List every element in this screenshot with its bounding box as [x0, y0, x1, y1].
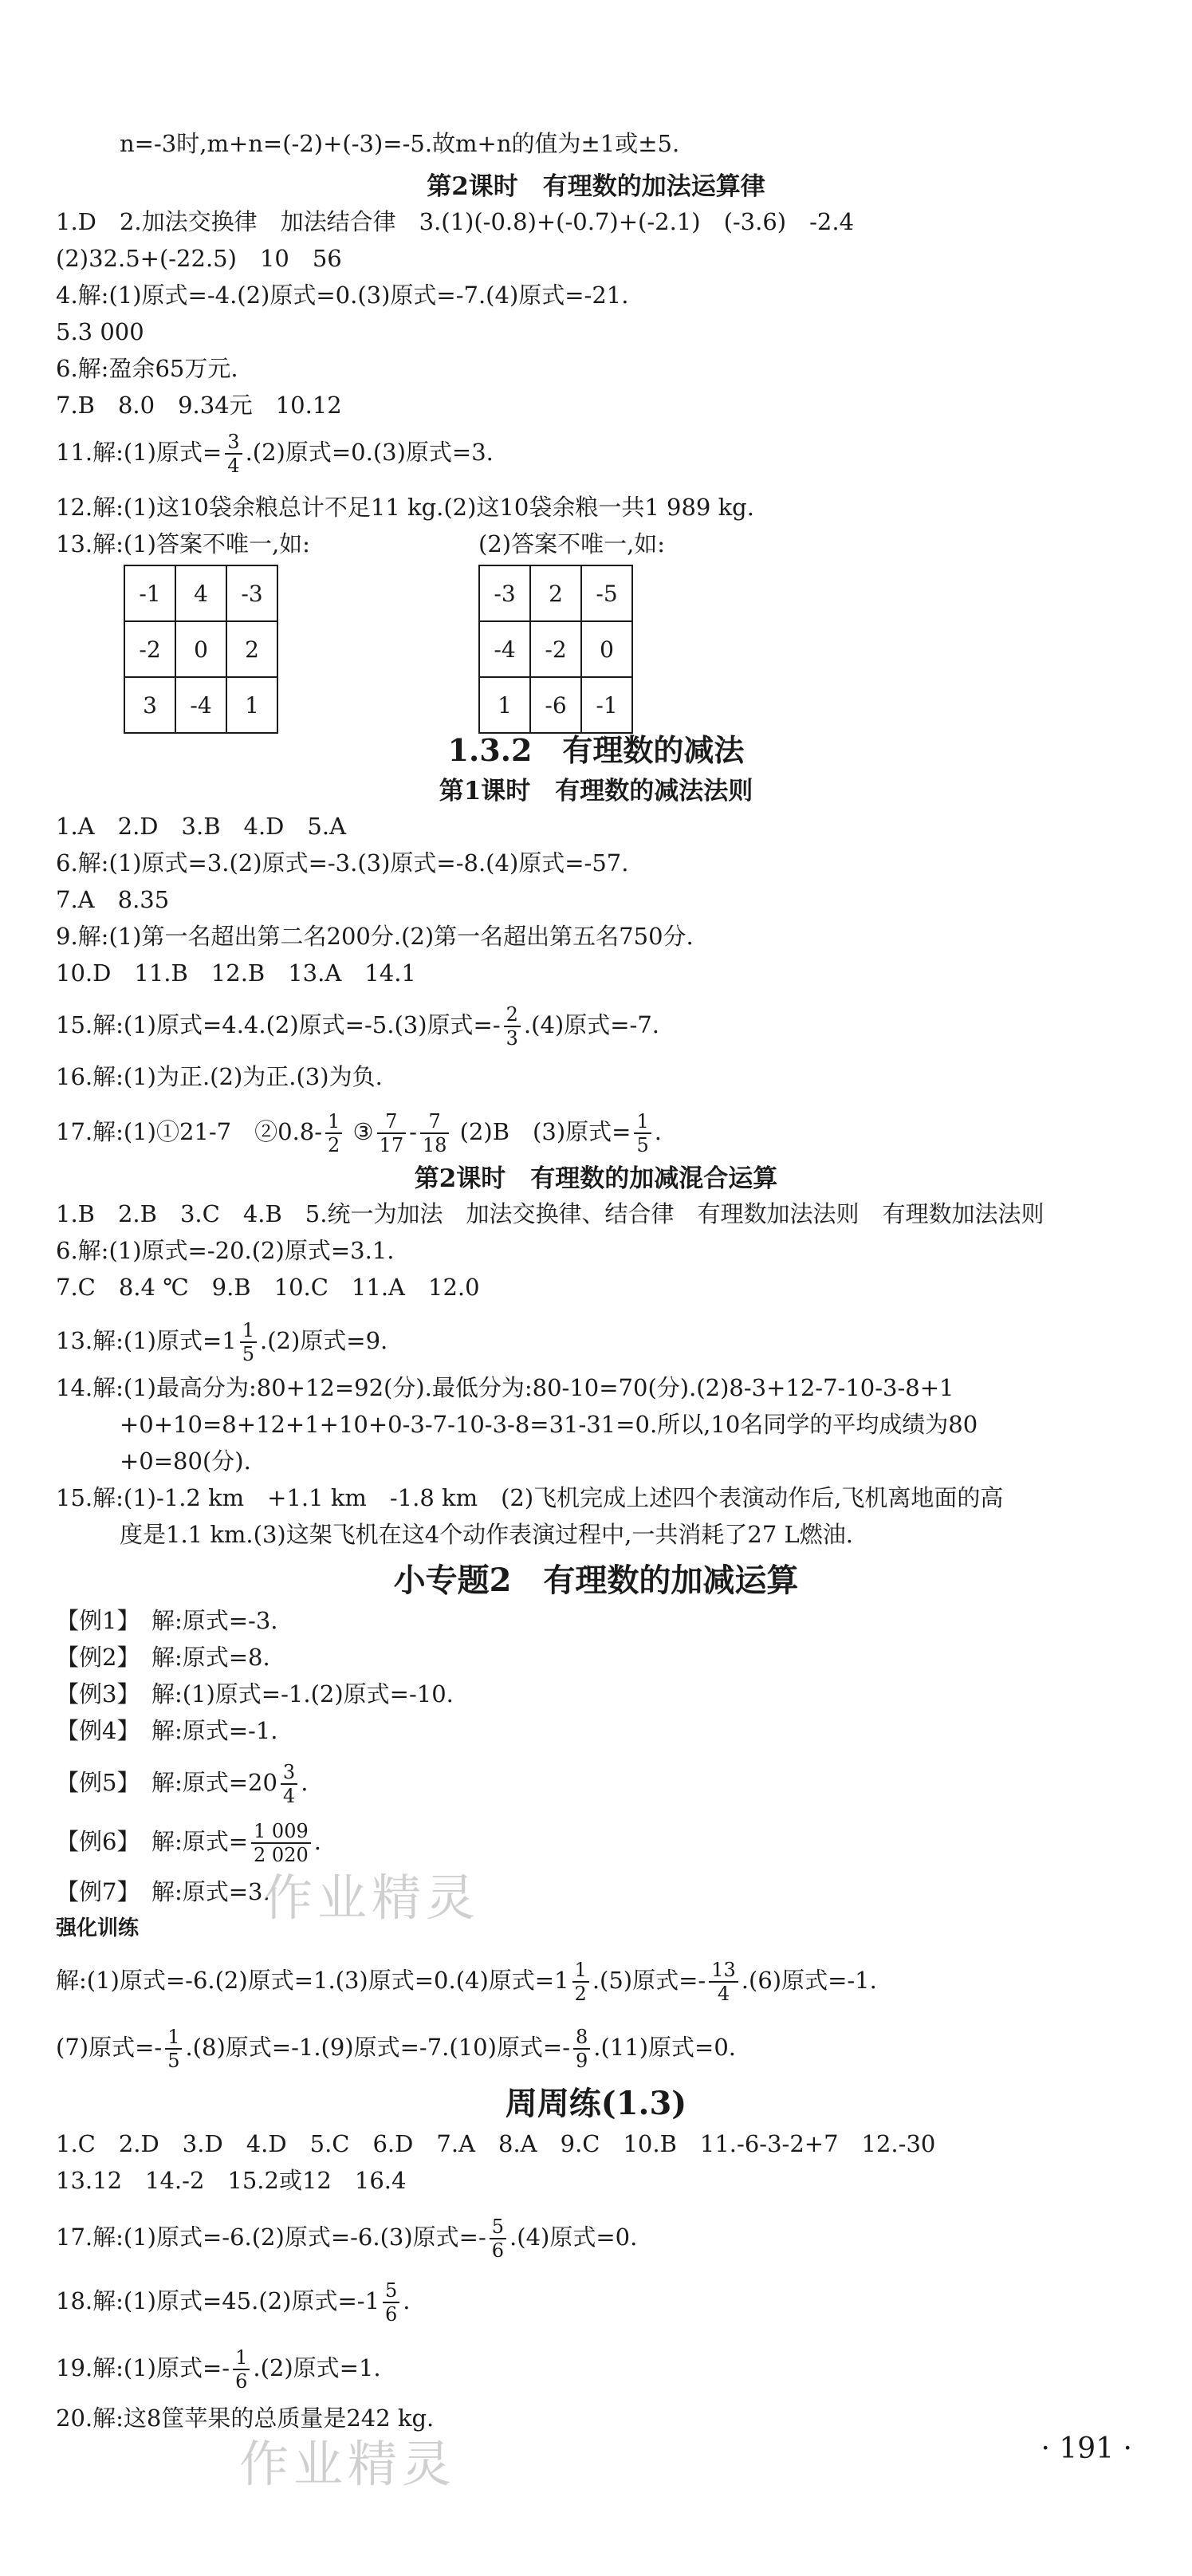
- numerator: 5: [383, 2279, 399, 2303]
- grid-cell: -6: [530, 677, 581, 733]
- text-line: 6.解:(1)原式=3.(2)原式=-3.(3)原式=-8.(4)原式=-57.: [56, 849, 629, 876]
- text-line: +0=80(分).: [120, 1448, 251, 1475]
- grid-cell: 1: [226, 677, 277, 733]
- text-line: 1.D 2.加法交换律 加法结合律 3.(1)(-0.8)+(-0.7)+(-2.1) (-3.6) -2.4: [56, 208, 855, 235]
- text-segment: 15.解:(1)原式=4.4.(2)原式=-5.(3)原式=-: [56, 1011, 501, 1038]
- denominator: 4: [717, 1983, 730, 2005]
- numerator: 1: [325, 1110, 342, 1134]
- text-line: 【例7】 解:原式=3.: [56, 1878, 270, 1905]
- text-line: [56, 2216, 1160, 2262]
- section-title: 周周练(1.3): [505, 2085, 687, 2122]
- numerator: 1: [240, 1319, 257, 1343]
- text-segment: 解:(1)原式=-6.(2)原式=1.(3)原式=0.(4)原式=1: [56, 1967, 569, 1994]
- text-segment: .(11)原式=0.: [593, 2034, 737, 2061]
- denominator: 17: [379, 1134, 404, 1156]
- text-segment: (2)答案不唯一,如:: [478, 530, 666, 557]
- text-line: [56, 2279, 1160, 2326]
- text-segment: 11.解:(1)原式=: [56, 439, 222, 466]
- denominator: 9: [576, 2050, 588, 2072]
- text-line: +0+10=8+12+1+10+0-3-7-10-3-8=31-31=0.所以,10名同学的平均成绩为80: [120, 1411, 978, 1438]
- fraction: [709, 1959, 738, 2005]
- grid-cell: -3: [226, 565, 277, 621]
- numerator: 1: [634, 1110, 651, 1134]
- text-segment: .(5)原式=-: [592, 1967, 706, 1994]
- text-line: 15.解:(1)-1.2 km +1.1 km -1.8 km (2)飞机完成上述四个表演动作后,飞机离地面的高: [56, 1484, 1004, 1511]
- text-segment: .(4)原式=-7.: [523, 1011, 659, 1038]
- magic-square-2: [478, 565, 633, 734]
- grid-cell: 3: [124, 677, 175, 733]
- grid-cell: 1: [479, 677, 530, 733]
- text-line: 7.C 8.4 ℃ 9.B 10.C 11.A 12.0: [56, 1274, 480, 1301]
- text-line: 5.3 000: [56, 318, 144, 345]
- text-line: 6.解:(1)原式=-20.(2)原式=3.1.: [56, 1237, 395, 1264]
- grid-cell: -4: [175, 677, 226, 733]
- denominator: 5: [242, 1343, 254, 1365]
- text-line: 12.解:(1)这10袋余粮总计不足11 kg.(2)这10袋余粮一共1 989 kg.: [56, 494, 754, 521]
- denominator: 5: [636, 1134, 649, 1156]
- text-line: [56, 1003, 1160, 1050]
- grid-cell: 0: [581, 621, 632, 677]
- text-line: 【例2】 解:原式=8.: [56, 1644, 270, 1671]
- numerator: 1 009: [251, 1820, 311, 1844]
- section-heading: 第1课时 有理数的减法法则: [439, 777, 753, 805]
- text-line: 10.D 11.B 12.B 13.A 14.1: [56, 959, 416, 987]
- fraction: [233, 2346, 250, 2393]
- text-line: 【例3】 解:(1)原式=-1.(2)原式=-10.: [56, 1680, 454, 1707]
- fraction: [281, 1761, 297, 1807]
- text-line: 9.解:(1)第一名超出第二名200分.(2)第一名超出第五名750分.: [56, 923, 694, 950]
- fraction: [573, 2026, 590, 2072]
- text-line: 【例1】 解:原式=-3.: [56, 1607, 278, 1634]
- denominator: 3: [506, 1027, 518, 1050]
- text-segment: -: [409, 1118, 417, 1145]
- text-segment: 19.解:(1)原式=-: [56, 2354, 230, 2381]
- numerator: 5: [490, 2216, 506, 2239]
- grid-cell: 0: [175, 621, 226, 677]
- text-segment: .: [403, 2287, 411, 2314]
- text-line: 16.解:(1)为正.(2)为正.(3)为负.: [56, 1063, 383, 1090]
- denominator: 2: [328, 1134, 340, 1156]
- numerator: 1: [165, 2026, 182, 2050]
- watermark: 作业精灵: [239, 2435, 457, 2493]
- numerator: 8: [573, 2026, 590, 2050]
- text-segment: 【例6】 解:原式=: [56, 1828, 249, 1855]
- text-segment: 17.解:(1)①21-7 ②0.8-: [56, 1118, 323, 1145]
- grid-cell: 4: [175, 565, 226, 621]
- text-line: 1.B 2.B 3.C 4.B 5.统一为加法 加法交换律、结合律 有理数加法法则 有理数加法法则: [56, 1200, 1044, 1227]
- magic-square-1: [124, 565, 278, 734]
- fraction: [240, 1319, 257, 1365]
- subsection-label: 强化训练: [56, 1916, 140, 1940]
- text-line: (2)32.5+(-22.5) 10 56: [56, 245, 342, 272]
- text-line: n=-3时,m+n=(-2)+(-3)=-5.故m+n的值为±1或±5.: [120, 130, 680, 157]
- section-heading: 第2课时 有理数的加法运算律: [427, 172, 765, 201]
- text-line: 【例4】 解:原式=-1.: [56, 1717, 278, 1744]
- text-line: 度是1.1 km.(3)这架飞机在这4个动作表演过程中,一共消耗了27 L燃油.: [120, 1521, 853, 1548]
- text-segment: .(2)原式=9.: [260, 1327, 388, 1354]
- fraction: [325, 1110, 342, 1156]
- denominator: 4: [227, 455, 240, 477]
- text-line: [56, 2026, 1160, 2072]
- denominator: 2 020: [254, 1844, 309, 1866]
- watermark: 作业精灵: [263, 1869, 481, 1927]
- numerator: 3: [281, 1761, 297, 1785]
- text-segment: .(6)原式=-1.: [741, 1967, 877, 1994]
- fraction: [165, 2026, 182, 2072]
- grid-cell: -1: [124, 565, 175, 621]
- section-heading: 第2课时 有理数的加减混合运算: [414, 1164, 778, 1193]
- text-segment: .: [654, 1118, 662, 1145]
- section-title: 1.3.2 有理数的减法: [447, 732, 745, 768]
- denominator: 5: [167, 2050, 180, 2072]
- text-segment: .(2)原式=1.: [253, 2354, 381, 2381]
- text-line: [56, 1761, 1160, 1807]
- grid-cell: -1: [581, 677, 632, 733]
- text-segment: .: [301, 1769, 309, 1796]
- text-line: [56, 1820, 1160, 1866]
- numerator: 1: [233, 2346, 250, 2370]
- text-line: [56, 1959, 1160, 2005]
- text-segment: 13.解:(1)答案不唯一,如:: [56, 530, 310, 557]
- text-line: [56, 1110, 1160, 1156]
- denominator: 6: [385, 2303, 398, 2326]
- numerator: 1: [572, 1959, 589, 1983]
- grid-cell: 2: [530, 565, 581, 621]
- text-segment: 【例5】 解:原式=20: [56, 1769, 277, 1796]
- text-line: 1.A 2.D 3.B 4.D 5.A: [56, 813, 347, 840]
- numerator: 7: [377, 1110, 407, 1134]
- grid-cell: -3: [479, 565, 530, 621]
- denominator: 6: [235, 2370, 248, 2393]
- text-segment: .(4)原式=0.: [509, 2223, 638, 2251]
- fraction: [634, 1110, 651, 1156]
- denominator: 2: [574, 1983, 587, 2005]
- text-segment: 18.解:(1)原式=45.(2)原式=-1: [56, 2287, 380, 2314]
- grid-cell: -4: [479, 621, 530, 677]
- fraction: [420, 1110, 450, 1156]
- section-title: 小专题2 有理数的加减运算: [393, 1562, 799, 1599]
- text-line: 14.解:(1)最高分为:80+12=92(分).最低分为:80-10=70(分).(2)8-3+12-7-10-3-8+1: [56, 1374, 954, 1401]
- grid-cell: -2: [530, 621, 581, 677]
- text-segment: 17.解:(1)原式=-6.(2)原式=-6.(3)原式=-: [56, 2223, 486, 2251]
- text-segment: (2)B (3)原式=: [459, 1118, 631, 1145]
- denominator: 18: [422, 1134, 447, 1156]
- text-line: 6.解:盈余65万元.: [56, 355, 238, 382]
- text-line: [56, 528, 1160, 560]
- fraction: [225, 431, 242, 477]
- numerator: 7: [420, 1110, 450, 1134]
- text-line: 4.解:(1)原式=-4.(2)原式=0.(3)原式=-7.(4)原式=-21.: [56, 282, 629, 309]
- text-line: [56, 1319, 1160, 1365]
- text-segment: .: [313, 1828, 321, 1855]
- text-line: [56, 431, 1160, 477]
- text-segment: .(2)原式=0.(3)原式=3.: [245, 439, 494, 466]
- fraction: [490, 2216, 506, 2262]
- numerator: 3: [225, 431, 242, 455]
- text-segment: (7)原式=-: [56, 2034, 163, 2061]
- denominator: 4: [282, 1785, 296, 1807]
- fraction: [572, 1959, 589, 2005]
- grid-cell: 2: [226, 621, 277, 677]
- text-line: 1.C 2.D 3.D 4.D 5.C 6.D 7.A 8.A 9.C 10.B 11.-6-3-2+7 12.-30: [56, 2130, 936, 2157]
- text-line: 13.12 14.-2 15.2或12 16.4: [56, 2167, 407, 2194]
- page-number: · 191 ·: [1041, 2432, 1132, 2465]
- numerator: 13: [709, 1959, 738, 1983]
- grid-cell: -5: [581, 565, 632, 621]
- text-segment: 13.解:(1)原式=1: [56, 1327, 237, 1354]
- text-segment: ③: [352, 1118, 374, 1145]
- text-line: 7.A 8.35: [56, 886, 170, 913]
- grid-cell: -2: [124, 621, 175, 677]
- fraction: [504, 1003, 521, 1050]
- text-line: [56, 2346, 1160, 2393]
- text-line: 7.B 8.0 9.34元 10.12: [56, 392, 342, 419]
- denominator: 6: [491, 2239, 505, 2262]
- text-line: 20.解:这8筐苹果的总质量是242 kg.: [56, 2405, 435, 2432]
- fraction: [383, 2279, 399, 2326]
- fraction: [377, 1110, 407, 1156]
- text-segment: .(8)原式=-1.(9)原式=-7.(10)原式=-: [185, 2034, 571, 2061]
- numerator: 2: [504, 1003, 521, 1027]
